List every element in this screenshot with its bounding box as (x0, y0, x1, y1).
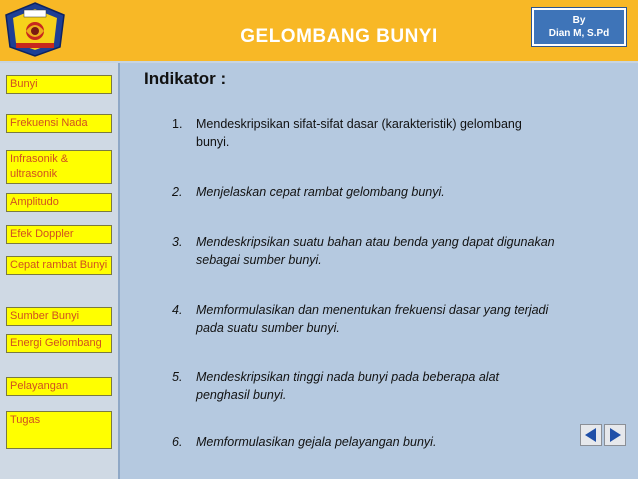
nav-sumber-bunyi[interactable]: Sumber Bunyi (6, 307, 112, 326)
indicator-item (172, 433, 622, 451)
nav-efek-doppler[interactable]: Efek Doppler (6, 225, 112, 244)
content-panel (118, 63, 638, 479)
indicator-text: Mendeskripsikan tinggi nada bunyi pada beberapa alat (196, 370, 499, 384)
indicator-item (172, 115, 622, 151)
indicator-number: 2. (172, 185, 183, 199)
triangle-right-icon (605, 425, 625, 445)
indicator-text-cont: pada suatu sumber bunyi. (196, 321, 340, 335)
previous-button[interactable] (580, 424, 602, 446)
nav-tugas[interactable]: Tugas (6, 411, 112, 449)
page-title: GELOMBANG BUNYI (240, 26, 438, 47)
nav-amplitudo[interactable]: Amplitudo (6, 193, 112, 212)
author-badge (532, 8, 626, 46)
indicator-number: 4. (172, 303, 183, 317)
indicator-text-cont: bunyi. (196, 135, 230, 149)
triangle-left-icon (581, 425, 601, 445)
nav-pelayangan[interactable]: Pelayangan (6, 377, 112, 396)
nav-bunyi[interactable]: Bunyi (6, 75, 112, 94)
indicator-item (172, 233, 622, 269)
indicator-text: Mendeskripsikan sifat-sifat dasar (karakteristik) gelombang (196, 117, 522, 131)
indicator-text: Memformulasikan dan menentukan frekuensi dasar yang terjadi (196, 303, 549, 317)
nav-energi-gelombang[interactable]: Energi Gelombang (6, 334, 112, 353)
indicator-item (172, 368, 622, 404)
indicator-number: 6. (172, 435, 183, 449)
byline-top: By (572, 15, 586, 26)
indicator-item (172, 301, 622, 337)
indicator-text-cont: penghasil bunyi. (196, 388, 287, 402)
next-button[interactable] (604, 424, 626, 446)
sidebar (0, 63, 118, 479)
byline-name: Dian M, S.Pd (548, 28, 610, 39)
indicator-number: 5. (172, 370, 183, 384)
header-bar (0, 0, 638, 63)
indicator-text: Menjelaskan cepat rambat gelombang bunyi. (196, 185, 445, 199)
indicator-text: Mendeskripsikan suatu bahan atau benda yang dapat digunakan (196, 235, 555, 249)
indicator-text: Memformulasikan gejala pelayangan bunyi. (196, 435, 437, 449)
indicator-text-cont: sebagai sumber bunyi. (196, 253, 322, 267)
indicator-number: 3. (172, 235, 183, 249)
indicator-item (172, 183, 622, 201)
indicator-number: 1. (172, 117, 183, 131)
indicator-heading: Indikator : (144, 69, 227, 88)
nav-infrasonik-ultrasonik[interactable]: Infrasonik & ultrasonik (6, 150, 112, 184)
nav-cepat-rambat-bunyi[interactable]: Cepat rambat Bunyi (6, 256, 112, 275)
nav-frekuensi-nada[interactable]: Frekuensi Nada (6, 114, 112, 133)
